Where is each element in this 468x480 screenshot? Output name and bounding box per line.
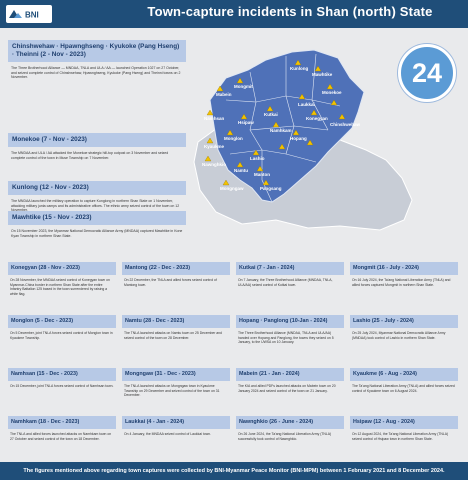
card-text: On 22 December, the TNLA and allied forces seized control of Mantong town.	[124, 278, 217, 287]
map-label-monglon: Monglon	[224, 136, 243, 141]
card-text: On 4 January, the MNDAA seized control of Laukkai town.	[124, 432, 212, 436]
total-count: 24	[411, 58, 443, 88]
map-label-mabein: Mabein	[216, 92, 232, 97]
grid-card-namhkam	[8, 416, 116, 441]
map-label-namtu: Namtu	[234, 168, 249, 173]
grid-card-mongngaw	[122, 368, 230, 398]
map-label-mongmit: Mongmit	[234, 84, 253, 89]
grid-card-monglon	[8, 315, 116, 340]
card-text: On 5 December, joint TNLA forces seized control of Monglon town in Kyaukme Township.	[10, 331, 113, 340]
grid-card-konegyan	[8, 262, 116, 296]
card-title: Namtu (28 - Dec - 2023)	[122, 315, 230, 328]
map-label-nawnghkio: Nawnghkio	[202, 162, 227, 167]
card-text: The Ta'ang National Liberation Army (TNLA) and allied forces seized control of Kyaukme town on 6 August 2024.	[352, 384, 455, 393]
grid-card-namtu	[122, 315, 230, 340]
header-bar	[0, 0, 468, 28]
map-label-kutkai: Kutkai	[264, 112, 278, 117]
grid-card-laukkai	[122, 416, 230, 437]
card-text: The TNLA and allied forces launched attacks on Namhkam town on 27 October and seized control of the town on 18 December.	[10, 432, 112, 441]
grid-card-lashio	[350, 315, 458, 340]
left-card-chinshwehaw	[8, 40, 186, 80]
card-text: On 15 November 2023, the Myanmar National Democratic Alliance Army (MNDAA) captured Mawhtike in Kone Kyan Township in northern Shan State.	[11, 229, 183, 238]
map-label-hsipaw: Hsipaw	[238, 120, 254, 125]
map-label-laukkai: Laukkai	[298, 102, 315, 107]
grid-card-hopang	[236, 315, 344, 345]
card-title: Lashio (25 - July - 2024)	[350, 315, 458, 328]
card-title: Konegyan (28 - Nov - 2023)	[8, 262, 116, 275]
page-title: Town-capture incidents in Shan (north) State	[147, 4, 433, 19]
bni-logo	[6, 5, 52, 23]
map-label-kunlong: Kunlong	[290, 66, 309, 71]
left-card-mawhtike	[8, 211, 186, 238]
grid-card-nawnghkio	[236, 416, 344, 441]
card-title: Monekoe (7 - Nov - 2023)	[8, 133, 186, 147]
footer-note: The figures mentioned above regarding town captures were collected by BNI-Myanmar Peace Monitor (BNI-MPM) between 1 February 2021 and 8 December 2024.	[0, 462, 468, 480]
card-title: Nawnghkio (26 - June - 2024)	[236, 416, 344, 429]
grid-card-mabein	[236, 368, 344, 393]
logo-text: BNI	[25, 10, 39, 20]
map-label-lashio: Lashio	[250, 156, 265, 161]
card-title: Chinshwehaw · Hpawnghseng · Kyukoke (Pang Hseng) · Theinni (2 - Nov - 2023)	[8, 40, 186, 62]
map-label-mawhtike: Mawhtike	[312, 72, 333, 77]
card-text: The Three Brotherhood Alliance — MNDAA, TNLA and ULA / AA — launched Operation 1027 on 27 October, and seized complete control of Chinshwehaw, Hpawnghseng, Kyukoke (Pang Hseng) and Theinni towns on 2 November.	[11, 66, 181, 80]
total-count-badge	[398, 44, 456, 102]
grid-card-kutkai	[236, 262, 344, 287]
card-text: The MNDAA launched the military operation to capture Kunglong in northern Shan State on 1 November, attacking military junta camps and its administrative offices. The ethnic army seized control of the town on 12	[11, 199, 180, 208]
map-label-monekoe: Monekoe	[322, 90, 342, 95]
card-text: The KIA and allied PDFs launched attacks on Mabein town on 20 January 2024 and seized control of the town on 21 January.	[238, 384, 336, 393]
grid-card-kyaukme	[350, 368, 458, 393]
map-label-hopang: Hopang	[290, 136, 307, 141]
grid-card-hsipaw	[350, 416, 458, 441]
map-label-mongngaw: Mongngaw	[220, 186, 244, 191]
card-title: Kutkai (7 - Jan - 2024)	[236, 262, 344, 275]
map-label-namhsan: Namhsan	[204, 116, 225, 121]
card-text: The TNLA launched attacks on Namtu town on 25 December and seized control of the town on 28 December.	[124, 331, 222, 340]
grid-card-mongmit	[350, 262, 458, 287]
card-text: The Three Brotherhood Alliance (MNDAA, TNLA and ULA/AA) handed over Hopang and Panglong, the towns they seized on 5 January, to the UWSA on 10 January.	[238, 331, 334, 345]
card-title: Namhsan (15 - Dec - 2023)	[8, 368, 116, 381]
map-label-namhkam: Namhkam	[270, 128, 292, 133]
left-card-monekoe	[8, 133, 186, 160]
card-title: Monglon (5 - Dec - 2023)	[8, 315, 116, 328]
card-text: The MNDAA and ULA / AA attacked the Monekoe strategic hill-top outpost on 3 November and seized complete control of the town in Muse Township on 7 November.	[11, 151, 169, 160]
card-text: The TNLA launched attacks on Mongngaw town in Kyaukme Township on 29 December and seized control of the town on 31 December.	[124, 384, 220, 398]
card-text: On 16 July 2024, the Ta'ang National Liberation Army (TNLA) and allied forces captured Mongmit in northern Shan State.	[352, 278, 451, 287]
left-card-kunlong	[8, 181, 186, 213]
card-title: Kyaukme (6 - Aug - 2024)	[350, 368, 458, 381]
card-title: Mawhtike (15 - Nov - 2023)	[8, 211, 186, 225]
card-text: On 7 January, the Three Brotherhood Alliance (MNDAA, TNLA, ULA/AA) seized control of Kutkai town.	[238, 278, 333, 287]
map-label-manton: Manton	[254, 172, 270, 177]
grid-card-namhsan	[8, 368, 116, 389]
card-text: On 12 August 2024, the Ta'ang National Liberation Army (TNLA) seized control of Hsipaw town in northern Shan State.	[352, 432, 449, 441]
card-text: On 15 December, joint TNLA forces seized control of Namhsan town.	[10, 384, 114, 388]
card-title: Mongngaw (31 - Dec - 2023)	[122, 368, 230, 381]
card-title: Namhkam (18 - Dec - 2023)	[8, 416, 116, 429]
map-label-chinshwehaw: Chinshwehaw	[330, 122, 361, 127]
card-title: Mabein (21 - Jan - 2024)	[236, 368, 344, 381]
card-title: Laukkai (4 - Jan - 2024)	[122, 416, 230, 429]
card-title: Kunlong (12 - Nov - 2023)	[8, 181, 186, 195]
map-label-konegyan: Konegyan	[306, 116, 328, 121]
grid-card-mantong	[122, 262, 230, 287]
card-text: On 28 November, the MNDAA seized control of Konegyan town on Myanmar-China border in northern Shan State after the entire Infantry Battalion 125 based in the town surrendered by raising a white flag.	[10, 278, 110, 296]
card-title: Hsipaw (12 - Aug - 2024)	[350, 416, 458, 429]
card-text: On 26 June 2024, the Ta'ang National Liberation Army (TNLA) successfully took control of Nawnghkio.	[238, 432, 332, 441]
map-label-kyaukme: Kyaukme	[204, 144, 225, 149]
card-title: Mantong (22 - Dec - 2023)	[122, 262, 230, 275]
card-title: Mongmit (16 - July - 2024)	[350, 262, 458, 275]
card-title: Hopang · Panglong (10-Jan - 2024)	[236, 315, 344, 328]
map-label-pangsang: Pangsang	[260, 186, 282, 191]
card-text: On 25 July 2024, Myanmar National Democratic Alliance Army (MNDAA) took control of Lashio in northern Shan State.	[352, 331, 446, 340]
